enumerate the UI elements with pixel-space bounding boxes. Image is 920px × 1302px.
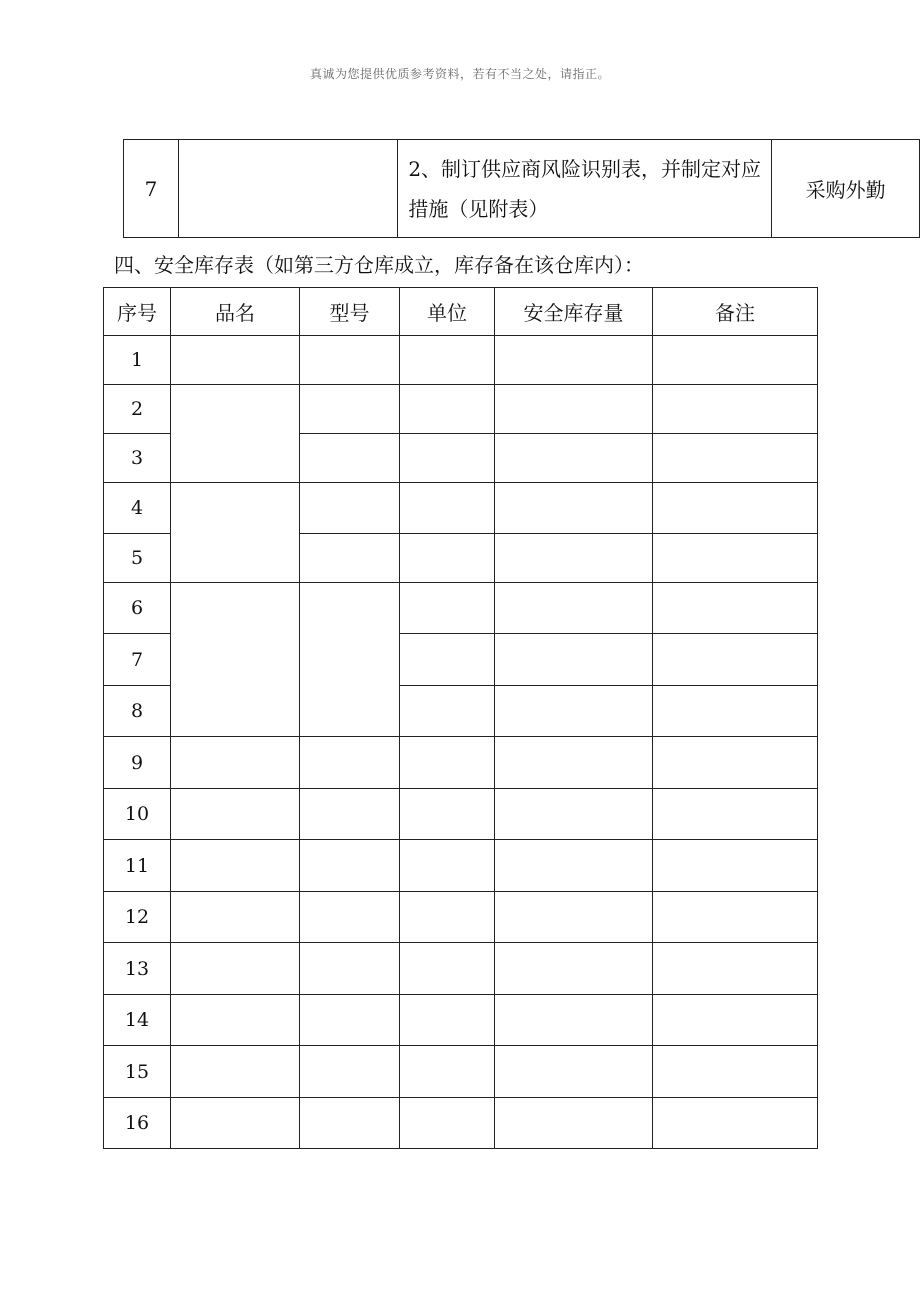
- unit-cell: [400, 1046, 495, 1098]
- remarks-cell: [653, 943, 818, 995]
- table-row: [104, 483, 818, 534]
- table-row: [104, 1046, 818, 1098]
- unit-cell: [400, 892, 495, 943]
- safety-stock-cell: [495, 789, 653, 840]
- model-cell: [300, 434, 400, 483]
- product-name-cell: [171, 336, 300, 385]
- header-note: 真诚为您提供优质参考资料，若有不当之处，请指正。: [309, 67, 610, 81]
- task-cell: 2、制订供应商风险识别表，并制定对应措施（见附表）: [398, 140, 772, 238]
- header-remarks: 备注: [653, 288, 818, 336]
- serial-cell: 4: [104, 483, 171, 534]
- remarks-cell: [653, 1098, 818, 1149]
- safety-stock-cell: [495, 634, 653, 686]
- remarks-cell: [653, 336, 818, 385]
- product-name-cell: [171, 943, 300, 995]
- table-row: [104, 995, 818, 1046]
- model-cell: [300, 943, 400, 995]
- safety-stock-cell: [495, 336, 653, 385]
- safety-stock-table: [103, 287, 818, 1149]
- header-serial: 序号: [104, 288, 171, 336]
- model-cell: [300, 789, 400, 840]
- safety-stock-cell: [495, 995, 653, 1046]
- table-row: [104, 789, 818, 840]
- content-cell: [178, 140, 397, 238]
- unit-cell: [400, 840, 495, 892]
- header-safety-stock: 安全库存量: [495, 288, 653, 336]
- serial-cell: 6: [104, 583, 171, 634]
- product-name-cell: [171, 892, 300, 943]
- serial-cell: 16: [104, 1098, 171, 1149]
- model-cell: [300, 336, 400, 385]
- model-cell: [300, 483, 400, 534]
- unit-cell: [400, 434, 495, 483]
- serial-cell: 7: [104, 634, 171, 686]
- remarks-cell: [653, 1046, 818, 1098]
- model-cell: [300, 892, 400, 943]
- safety-stock-cell: [495, 737, 653, 789]
- header-unit: 单位: [400, 288, 495, 336]
- header-model: 型号: [300, 288, 400, 336]
- product-name-cell: [171, 483, 300, 583]
- unit-cell: [400, 634, 495, 686]
- remarks-cell: [653, 634, 818, 686]
- remarks-cell: [653, 892, 818, 943]
- remarks-cell: [653, 534, 818, 583]
- remarks-cell: [653, 483, 818, 534]
- table-row: [124, 140, 920, 238]
- table-row: [104, 737, 818, 789]
- header-product-name: 品名: [171, 288, 300, 336]
- serial-cell: 10: [104, 789, 171, 840]
- safety-stock-cell: [495, 892, 653, 943]
- safety-stock-cell: [495, 686, 653, 737]
- serial-cell: 14: [104, 995, 171, 1046]
- serial-cell: 9: [104, 737, 171, 789]
- unit-cell: [400, 385, 495, 434]
- product-name-cell: [171, 1046, 300, 1098]
- remarks-cell: [653, 840, 818, 892]
- product-name-cell: [171, 385, 300, 483]
- model-cell: [300, 1046, 400, 1098]
- remarks-cell: [653, 686, 818, 737]
- safety-stock-cell: [495, 583, 653, 634]
- safety-stock-cell: [495, 1046, 653, 1098]
- unit-cell: [400, 583, 495, 634]
- serial-cell: 2: [104, 385, 171, 434]
- serial-cell: 13: [104, 943, 171, 995]
- safety-stock-cell: [495, 483, 653, 534]
- remarks-cell: [653, 434, 818, 483]
- unit-cell: [400, 534, 495, 583]
- table-row: [104, 385, 818, 434]
- unit-cell: [400, 943, 495, 995]
- serial-cell: 1: [104, 336, 171, 385]
- row-number-cell: 7: [124, 140, 179, 238]
- model-cell: [300, 583, 400, 737]
- table-row: [104, 1098, 818, 1149]
- safety-stock-cell: [495, 385, 653, 434]
- model-cell: [300, 534, 400, 583]
- product-name-cell: [171, 995, 300, 1046]
- serial-cell: 11: [104, 840, 171, 892]
- unit-cell: [400, 995, 495, 1046]
- product-name-cell: [171, 840, 300, 892]
- safety-stock-cell: [495, 1098, 653, 1149]
- unit-cell: [400, 686, 495, 737]
- table-header-row: [104, 288, 818, 336]
- serial-cell: 12: [104, 892, 171, 943]
- serial-cell: 8: [104, 686, 171, 737]
- serial-cell: 5: [104, 534, 171, 583]
- safety-stock-cell: [495, 840, 653, 892]
- product-name-cell: [171, 1098, 300, 1149]
- serial-cell: 3: [104, 434, 171, 483]
- unit-cell: [400, 336, 495, 385]
- unit-cell: [400, 1098, 495, 1149]
- product-name-cell: [171, 737, 300, 789]
- remarks-cell: [653, 737, 818, 789]
- remarks-cell: [653, 995, 818, 1046]
- safety-stock-cell: [495, 434, 653, 483]
- model-cell: [300, 840, 400, 892]
- owner-cell: 采购外勤: [772, 140, 920, 238]
- unit-cell: [400, 737, 495, 789]
- remarks-cell: [653, 385, 818, 434]
- table-row: [104, 840, 818, 892]
- model-cell: [300, 385, 400, 434]
- remarks-cell: [653, 789, 818, 840]
- table-row: [104, 336, 818, 385]
- model-cell: [300, 1098, 400, 1149]
- model-cell: [300, 995, 400, 1046]
- product-name-cell: [171, 789, 300, 840]
- table-row: [104, 583, 818, 634]
- safety-stock-cell: [495, 943, 653, 995]
- remarks-cell: [653, 583, 818, 634]
- safety-stock-cell: [495, 534, 653, 583]
- continuation-table: [123, 139, 920, 238]
- table-row: [104, 892, 818, 943]
- unit-cell: [400, 789, 495, 840]
- section-heading: 四、安全库存表（如第三方仓库成立，库存备在该仓库内）：: [114, 253, 644, 277]
- unit-cell: [400, 483, 495, 534]
- serial-cell: 15: [104, 1046, 171, 1098]
- table-row: [104, 943, 818, 995]
- model-cell: [300, 737, 400, 789]
- product-name-cell: [171, 583, 300, 737]
